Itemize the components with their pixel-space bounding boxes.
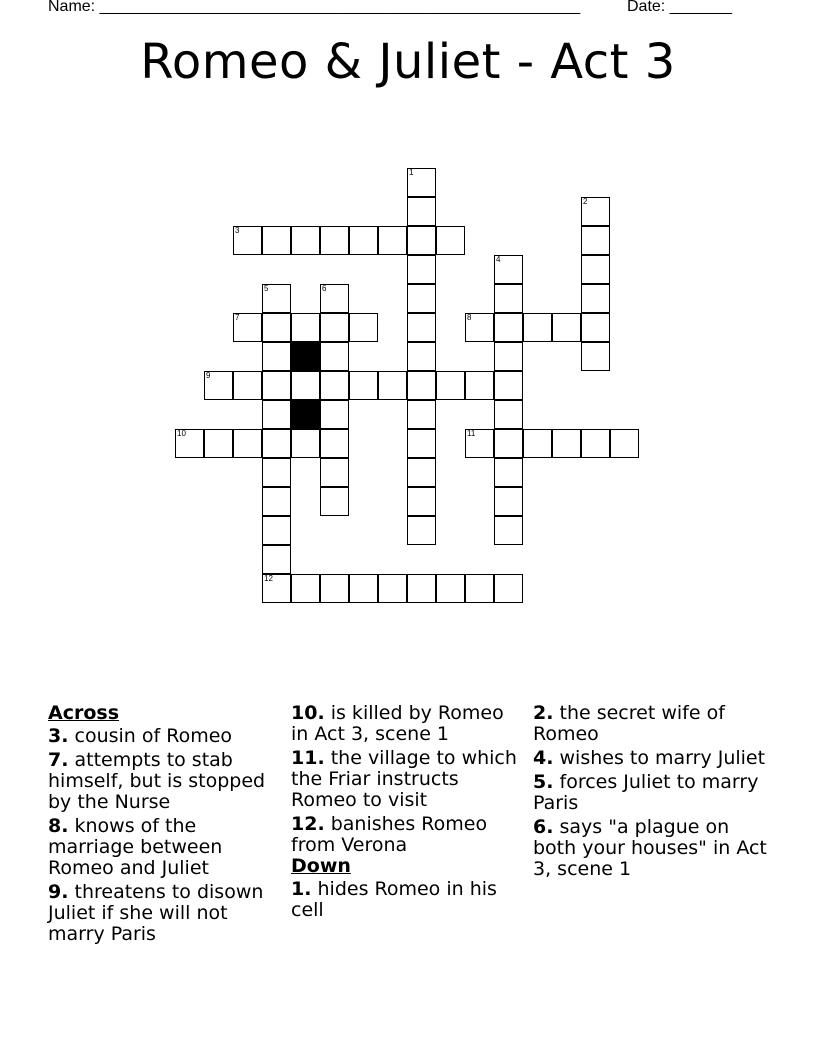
grid-cell[interactable] bbox=[291, 371, 320, 400]
across-heading: Across bbox=[48, 702, 120, 724]
grid-cell[interactable] bbox=[320, 487, 349, 516]
clue-text: banishes Romeo from Verona bbox=[291, 813, 488, 856]
grid-cell[interactable] bbox=[552, 313, 581, 342]
grid-cell[interactable] bbox=[407, 400, 436, 429]
clue-text: the village to which the Friar instructs Romeo to visit bbox=[291, 747, 517, 811]
grid-cell[interactable] bbox=[407, 197, 436, 226]
grid-cell[interactable] bbox=[494, 400, 523, 429]
grid-cell[interactable] bbox=[436, 574, 465, 603]
grid-cell[interactable] bbox=[407, 458, 436, 487]
cell-number: 12 bbox=[264, 574, 273, 583]
grid-cell[interactable] bbox=[291, 574, 320, 603]
grid-cell[interactable] bbox=[407, 284, 436, 313]
grid-cell[interactable] bbox=[233, 313, 262, 342]
grid-cell[interactable] bbox=[494, 516, 523, 545]
grid-cell[interactable] bbox=[349, 226, 378, 255]
grid-cell[interactable] bbox=[581, 342, 610, 371]
clue-across-10 bbox=[291, 703, 526, 745]
clue-down-1 bbox=[291, 879, 526, 921]
grid-cell[interactable] bbox=[262, 458, 291, 487]
cell-number: 10 bbox=[177, 429, 186, 438]
clue-text: cousin of Romeo bbox=[74, 725, 233, 747]
grid-cell[interactable] bbox=[262, 342, 291, 371]
grid-cell[interactable] bbox=[320, 429, 349, 458]
clue-text: hides Romeo in his cell bbox=[291, 878, 497, 921]
grid-cell[interactable] bbox=[175, 429, 204, 458]
grid-cell[interactable] bbox=[494, 574, 523, 603]
grid-cell[interactable] bbox=[494, 342, 523, 371]
cell-number: 9 bbox=[206, 371, 211, 380]
clue-number: 8. bbox=[48, 815, 69, 837]
grid-cell[interactable] bbox=[262, 545, 291, 574]
grid-cell[interactable] bbox=[320, 342, 349, 371]
cell-number: 4 bbox=[496, 255, 501, 264]
grid-cell[interactable] bbox=[494, 255, 523, 284]
grid-cell[interactable] bbox=[233, 226, 262, 255]
grid-cell[interactable] bbox=[407, 226, 436, 255]
grid-cell[interactable] bbox=[407, 255, 436, 284]
grid-cell[interactable] bbox=[494, 487, 523, 516]
grid-cell[interactable] bbox=[581, 197, 610, 226]
grid-cell[interactable] bbox=[262, 371, 291, 400]
grid-cell[interactable] bbox=[320, 574, 349, 603]
clue-number: 4. bbox=[533, 747, 554, 769]
grid-cell[interactable] bbox=[320, 400, 349, 429]
grid-cell[interactable] bbox=[465, 371, 494, 400]
grid-cell[interactable] bbox=[204, 371, 233, 400]
grid-cell[interactable] bbox=[436, 226, 465, 255]
clue-down-2 bbox=[533, 703, 768, 745]
grid-cell[interactable] bbox=[465, 429, 494, 458]
clue-text: is killed by Romeo in Act 3, scene 1 bbox=[291, 702, 504, 745]
grid-cell[interactable] bbox=[610, 429, 639, 458]
clue-text: the secret wife of Romeo bbox=[533, 702, 725, 745]
cell-number: 2 bbox=[583, 197, 588, 206]
clue-number: 2. bbox=[533, 702, 554, 724]
clue-number: 10. bbox=[291, 702, 325, 724]
grid-cell[interactable] bbox=[407, 574, 436, 603]
clue-number: 9. bbox=[48, 881, 69, 903]
grid-cell[interactable] bbox=[465, 574, 494, 603]
grid-cell[interactable] bbox=[262, 516, 291, 545]
clue-column-3 bbox=[533, 703, 768, 883]
clue-text: wishes to marry Juliet bbox=[559, 747, 766, 769]
clue-text: forces Juliet to marry Paris bbox=[533, 771, 759, 814]
grid-cell[interactable] bbox=[291, 429, 320, 458]
clue-number: 7. bbox=[48, 749, 69, 771]
grid-cell[interactable] bbox=[320, 226, 349, 255]
grid-cell[interactable] bbox=[320, 458, 349, 487]
grid-cell[interactable] bbox=[349, 574, 378, 603]
cell-number: 7 bbox=[235, 313, 240, 322]
grid-cell[interactable] bbox=[320, 313, 349, 342]
grid-cell[interactable] bbox=[552, 429, 581, 458]
grid-cell[interactable] bbox=[407, 429, 436, 458]
clue-number: 3. bbox=[48, 725, 69, 747]
cell-number: 1 bbox=[409, 168, 414, 177]
grid-cell[interactable] bbox=[581, 255, 610, 284]
clue-down-6 bbox=[533, 817, 768, 880]
grid-cell[interactable] bbox=[320, 371, 349, 400]
clue-across-3 bbox=[48, 726, 283, 747]
grid-cell[interactable] bbox=[494, 371, 523, 400]
cell-number: 3 bbox=[235, 226, 240, 235]
grid-cell[interactable] bbox=[262, 400, 291, 429]
clue-across-7 bbox=[48, 750, 283, 813]
grid-cell[interactable] bbox=[581, 284, 610, 313]
clue-number: 11. bbox=[291, 747, 325, 769]
clue-across-9 bbox=[48, 882, 283, 945]
grid-cell[interactable] bbox=[320, 284, 349, 313]
grid-cell[interactable] bbox=[436, 371, 465, 400]
clue-column-2 bbox=[291, 703, 526, 924]
clue-text: attempts to stab himself, but is stopped by the Nurse bbox=[48, 749, 266, 813]
grid-cell[interactable] bbox=[262, 574, 291, 603]
grid-cell[interactable] bbox=[494, 429, 523, 458]
grid-cell[interactable] bbox=[378, 574, 407, 603]
grid-cell[interactable] bbox=[523, 313, 552, 342]
clue-text: knows of the marriage between Romeo and Juliet bbox=[48, 815, 223, 879]
grid-cell[interactable] bbox=[378, 226, 407, 255]
grid-cell[interactable] bbox=[378, 371, 407, 400]
down-heading: Down bbox=[291, 855, 351, 877]
page-title: Romeo & Juliet - Act 3 bbox=[140, 34, 676, 90]
grid-cell[interactable] bbox=[581, 226, 610, 255]
grid-cell[interactable] bbox=[407, 371, 436, 400]
grid-cell[interactable] bbox=[291, 226, 320, 255]
grid-cell[interactable] bbox=[262, 429, 291, 458]
cell-number: 6 bbox=[322, 284, 327, 293]
clue-down-5 bbox=[533, 772, 768, 814]
grid-cell[interactable] bbox=[407, 168, 436, 197]
clue-column-1 bbox=[48, 703, 283, 948]
grid-cell[interactable] bbox=[494, 313, 523, 342]
grid-cell[interactable] bbox=[407, 313, 436, 342]
grid-cell[interactable] bbox=[523, 429, 552, 458]
grid-cell[interactable] bbox=[204, 429, 233, 458]
cell-number: 11 bbox=[467, 429, 476, 438]
grid-cell[interactable] bbox=[262, 226, 291, 255]
grid-cell[interactable] bbox=[349, 371, 378, 400]
clue-number: 1. bbox=[291, 878, 312, 900]
grid-cell[interactable] bbox=[349, 313, 378, 342]
clue-text: says "a plague on both your houses" in Act 3, scene 1 bbox=[533, 816, 767, 880]
date-field-line: Date: _______ bbox=[627, 0, 732, 15]
grid-cell[interactable] bbox=[262, 487, 291, 516]
grid-cell[interactable] bbox=[291, 313, 320, 342]
grid-cell[interactable] bbox=[262, 284, 291, 313]
grid-cell[interactable] bbox=[494, 284, 523, 313]
name-field-line: Name: ______________________________________________________ bbox=[48, 0, 581, 15]
grid-cell[interactable] bbox=[465, 313, 494, 342]
clue-down-4 bbox=[533, 748, 768, 769]
grid-cell[interactable] bbox=[407, 516, 436, 545]
grid-cell[interactable] bbox=[407, 342, 436, 371]
cell-number: 8 bbox=[467, 313, 472, 322]
clue-across-12 bbox=[291, 814, 526, 856]
clue-number: 12. bbox=[291, 813, 325, 835]
grid-cell[interactable] bbox=[233, 371, 262, 400]
grid-cell[interactable] bbox=[581, 313, 610, 342]
clue-number: 5. bbox=[533, 771, 554, 793]
grid-cell[interactable] bbox=[262, 313, 291, 342]
grid-cell[interactable] bbox=[233, 429, 262, 458]
grid-cell[interactable] bbox=[494, 458, 523, 487]
clue-text: threatens to disown Juliet if she will not marry Paris bbox=[48, 881, 264, 945]
grid-cell-blocked bbox=[291, 400, 320, 429]
clue-across-8 bbox=[48, 816, 283, 879]
grid-cell[interactable] bbox=[407, 487, 436, 516]
grid-cell[interactable] bbox=[581, 429, 610, 458]
cell-number: 5 bbox=[264, 284, 269, 293]
clue-across-11 bbox=[291, 748, 526, 811]
grid-cell-blocked bbox=[291, 342, 320, 371]
clue-number: 6. bbox=[533, 816, 554, 838]
